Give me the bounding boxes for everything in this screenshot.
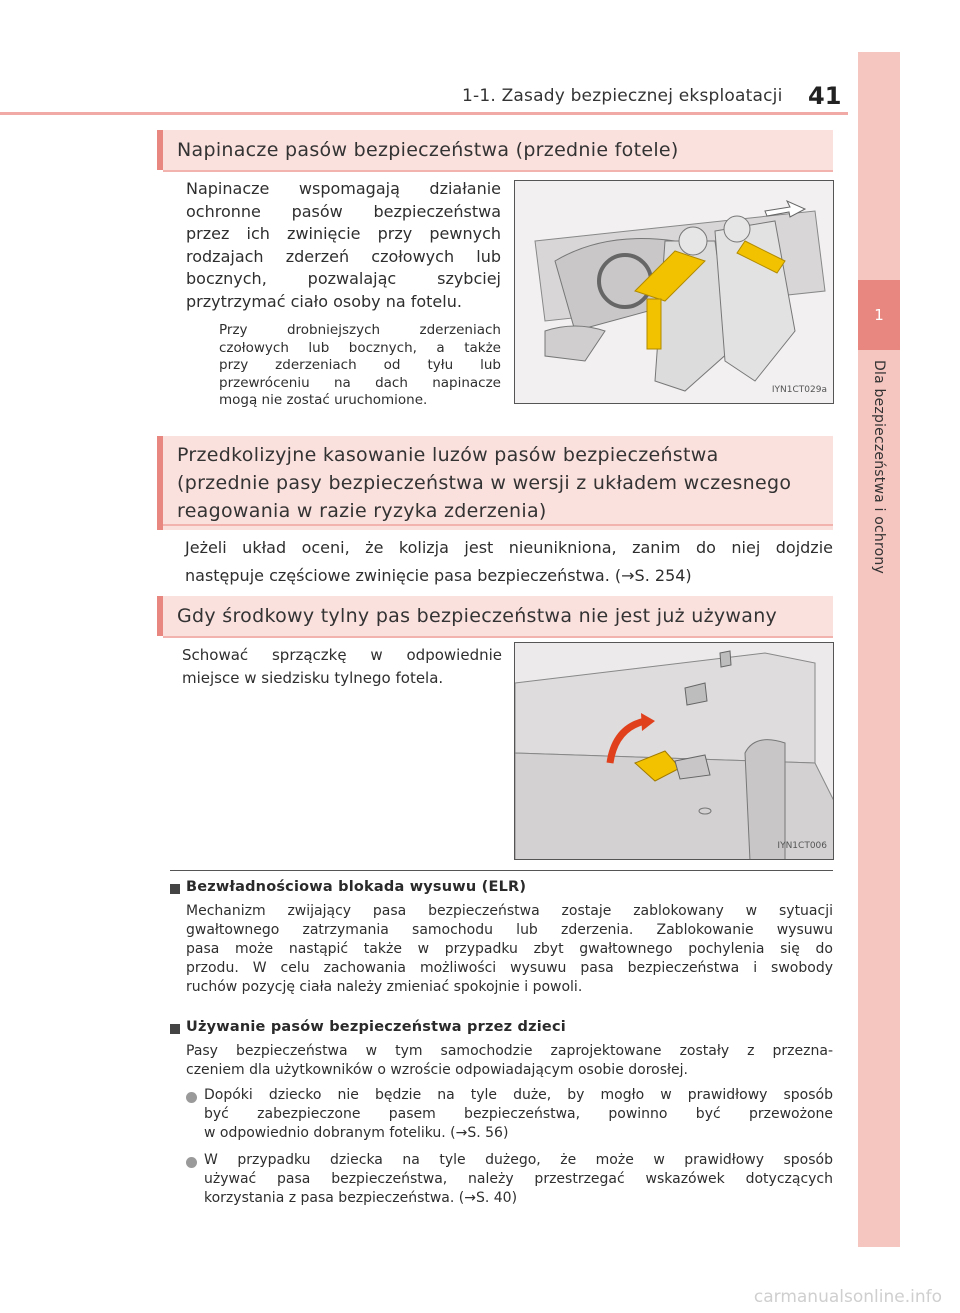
- section-heading-pretensioners: Napinacze pasów bezpieczeństwa (przednie fotele): [157, 130, 833, 170]
- car-interior-illustration: [515, 181, 834, 404]
- children-item-seat: Dopóki dziecko nie będzie na tyle duże, by mogło w prawidłowy sposób być zabezpieczone pasem bezpieczeństwa, powinno być przewożone w odpowiednio dobranym foteliku. (→S. 56): [204, 1087, 833, 1141]
- round-bullet-icon: [186, 1157, 197, 1168]
- square-bullet-icon: [170, 884, 180, 894]
- notes-divider: [170, 870, 833, 871]
- watermark: carmanualsonline.info: [753, 1287, 942, 1307]
- running-header: 1-1. Zasady bezpiecznej eksploatacji: [462, 86, 783, 106]
- figure-buckle-stowing: [514, 642, 834, 860]
- chapter-title-vertical: [862, 360, 896, 660]
- children-title: Używanie pasów bezpieczeństwa przez dzieci: [186, 1019, 566, 1035]
- chapter-title: Dla bezpieczeństwa i ochrony: [871, 360, 887, 574]
- heading-underline: [163, 636, 833, 638]
- children-body: Pasy bezpieczeństwa w tym samochodzie zaprojektowane zostały z przezna- czeniem dla użytkowników o wzroście odpowiadającym osobie dorosłej.: [186, 1043, 833, 1078]
- figure-code: IYN1CT029a: [771, 385, 827, 395]
- elr-title: Bezwładnościowa blokada wysuwu (ELR): [186, 879, 527, 895]
- pretensioners-body: Napinacze wspomagają działanie ochronne pasów bezpieczeństwa przez ich zwinięcie przy pewnych rodzajach zderzeń czołowych lub bocznych, pozwalając szybciej przytrzymać ciało osoby na fotelu.: [186, 179, 501, 311]
- children-item-belt: W przypadku dziecka na tyle dużego, że może w prawidłowy sposób używać pasa bezpieczeństwa, należy przestrzegać wskazówek dotyczących korzystania z pasa bezpieczeństwa. (→S. 40): [204, 1152, 833, 1206]
- page-number: 41: [808, 82, 842, 110]
- section-heading-center-belt: Gdy środkowy tylny pas bezpieczeństwa nie jest już używany: [157, 596, 833, 636]
- pre-collision-body: Jeżeli układ oceni, że kolizja jest nieunikniona, zanim do niej dojdzie następuje częściowe zwinięcie pasa bezpieczeństwa. (→S. 254): [185, 538, 833, 585]
- heading-underline: [163, 170, 833, 172]
- heading-underline: [163, 524, 833, 526]
- section-heading-pre-collision: Przedkolizyjne kasowanie luzów pasów bezpieczeństwa (przednie pasy bezpieczeństwa w wersji z układem wczesnego reagowania w razie ryzyka zderzenia): [157, 436, 833, 530]
- figure-code: IYN1CT006: [777, 841, 827, 851]
- rear-seat-illustration: [515, 643, 834, 860]
- chapter-number-tab: 1: [858, 280, 900, 350]
- square-bullet-icon: [170, 1024, 180, 1034]
- header-rule: [0, 112, 848, 115]
- round-bullet-icon: [186, 1092, 197, 1103]
- pretensioners-note: Przy drobniejszych zderzeniach czołowych lub bocznych, a także przy zderzeniach od tyłu lub przewróceniu na dach napinacze mogą nie zostać uruchomione.: [219, 322, 501, 408]
- elr-body: Mechanizm zwijający pasa bezpieczeństwa zostaje zablokowany w sytuacji gwałtownego zatrzymania samochodu lub zderzenia. Zablokowanie wysuwu pasa może nastąpić także w przypadku zbyt gwałtownego pochylenia się do przodu. W celu zachowania możliwości wysuwu pasa bezpieczeństwa i swobody ruchów pozycję ciała należy zmieniać spokojnie i powoli.: [186, 903, 833, 995]
- figure-pretensioners-illustration: [514, 180, 834, 404]
- center-belt-body: Schować sprzączkę w odpowiednie miejsce w siedzisku tylnego fotela.: [182, 646, 502, 687]
